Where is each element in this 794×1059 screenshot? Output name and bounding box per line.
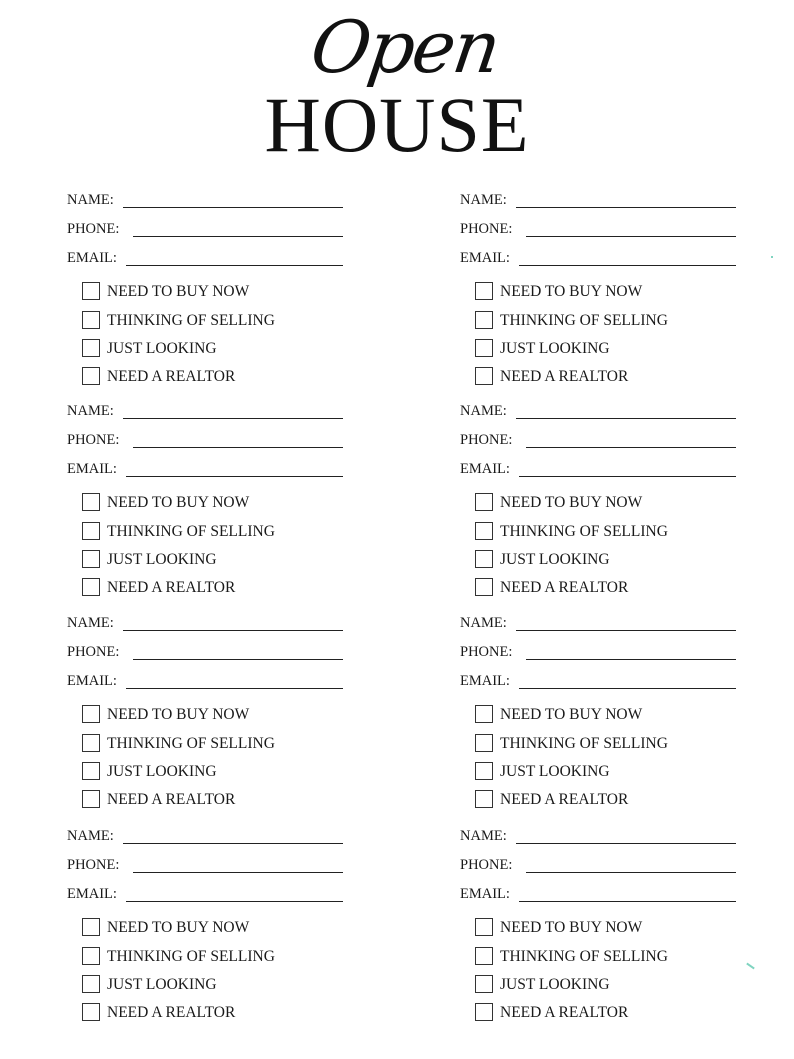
email-write-line[interactable]: [126, 476, 343, 477]
email-label: EMAIL:: [460, 250, 510, 266]
visitor-entry: [67, 190, 357, 390]
phone-label: PHONE:: [67, 857, 120, 873]
interest-option[interactable]: [82, 734, 342, 756]
interest-option-label: NEED A REALTOR: [107, 791, 236, 808]
checkbox[interactable]: [475, 705, 493, 723]
interest-option[interactable]: [475, 578, 735, 600]
phone-write-line[interactable]: [526, 872, 736, 873]
name-write-line[interactable]: [123, 843, 343, 844]
interest-option[interactable]: [475, 790, 735, 812]
phone-write-line[interactable]: [526, 659, 736, 660]
checkbox[interactable]: [475, 493, 493, 511]
checkbox[interactable]: [475, 734, 493, 752]
checkbox[interactable]: [82, 550, 100, 568]
interest-option-label: JUST LOOKING: [500, 551, 610, 568]
interest-option-label: THINKING OF SELLING: [107, 735, 275, 752]
email-write-line[interactable]: [519, 901, 736, 902]
interest-option[interactable]: [475, 975, 735, 997]
phone-label: PHONE:: [67, 432, 120, 448]
interest-option[interactable]: [82, 493, 342, 515]
interest-option[interactable]: [82, 705, 342, 727]
phone-label: PHONE:: [460, 221, 513, 237]
name-field[interactable]: [67, 401, 343, 421]
interest-option[interactable]: [82, 578, 342, 600]
page-header: [0, 0, 794, 175]
checkbox[interactable]: [82, 522, 100, 540]
interest-option[interactable]: [475, 734, 735, 756]
checkbox[interactable]: [475, 367, 493, 385]
email-label: EMAIL:: [460, 673, 510, 689]
interest-option[interactable]: [475, 522, 735, 544]
interest-option-label: JUST LOOKING: [107, 976, 217, 993]
interest-option-label: NEED TO BUY NOW: [500, 706, 643, 723]
interest-option[interactable]: [475, 1003, 735, 1025]
phone-label: PHONE:: [460, 432, 513, 448]
phone-write-line[interactable]: [133, 872, 343, 873]
name-write-line[interactable]: [516, 630, 736, 631]
interest-option[interactable]: [82, 282, 342, 304]
interest-option-label: THINKING OF SELLING: [107, 312, 275, 329]
checkbox[interactable]: [475, 1003, 493, 1021]
checkbox[interactable]: [82, 975, 100, 993]
interest-option-label: JUST LOOKING: [107, 551, 217, 568]
name-field[interactable]: [460, 826, 736, 846]
phone-field[interactable]: [460, 855, 736, 875]
email-field[interactable]: [460, 671, 736, 691]
header-script-word: Open: [306, 5, 504, 89]
visitor-entry: [67, 401, 357, 601]
checkbox[interactable]: [475, 311, 493, 329]
interest-option-label: THINKING OF SELLING: [500, 523, 668, 540]
email-write-line[interactable]: [126, 688, 343, 689]
decorative-speck: [771, 256, 773, 258]
interest-option[interactable]: [82, 790, 342, 812]
interest-option-label: NEED A REALTOR: [500, 1004, 629, 1021]
interest-option-label: JUST LOOKING: [500, 763, 610, 780]
name-field[interactable]: [67, 190, 343, 210]
interest-option[interactable]: [82, 339, 342, 361]
interest-option[interactable]: [82, 1003, 342, 1025]
email-write-line[interactable]: [519, 476, 736, 477]
interest-option-label: THINKING OF SELLING: [500, 735, 668, 752]
email-label: EMAIL:: [460, 461, 510, 477]
name-label: NAME:: [67, 403, 114, 419]
checkbox[interactable]: [82, 311, 100, 329]
name-field[interactable]: [460, 613, 736, 633]
interest-option-label: JUST LOOKING: [500, 976, 610, 993]
interest-option-label: JUST LOOKING: [500, 340, 610, 357]
interest-option[interactable]: [82, 975, 342, 997]
checkbox[interactable]: [82, 947, 100, 965]
phone-label: PHONE:: [67, 221, 120, 237]
checkbox[interactable]: [475, 550, 493, 568]
interest-option-label: NEED A REALTOR: [500, 791, 629, 808]
email-label: EMAIL:: [67, 461, 117, 477]
interest-option-label: THINKING OF SELLING: [107, 948, 275, 965]
name-write-line[interactable]: [516, 418, 736, 419]
visitor-entry: [460, 613, 750, 813]
interest-option[interactable]: [475, 918, 735, 940]
name-write-line[interactable]: [123, 207, 343, 208]
checkbox[interactable]: [82, 790, 100, 808]
name-write-line[interactable]: [516, 207, 736, 208]
phone-field[interactable]: [67, 642, 343, 662]
email-label: EMAIL:: [67, 673, 117, 689]
visitor-entry: [67, 613, 357, 813]
checkbox[interactable]: [82, 762, 100, 780]
name-label: NAME:: [460, 192, 507, 208]
email-label: EMAIL:: [67, 886, 117, 902]
email-field[interactable]: [460, 884, 736, 904]
checkbox[interactable]: [475, 790, 493, 808]
checkbox[interactable]: [475, 339, 493, 357]
phone-write-line[interactable]: [133, 236, 343, 237]
checkbox[interactable]: [475, 947, 493, 965]
checkbox[interactable]: [82, 734, 100, 752]
phone-write-line[interactable]: [526, 447, 736, 448]
email-label: EMAIL:: [67, 250, 117, 266]
interest-option-label: JUST LOOKING: [107, 340, 217, 357]
interest-option-label: NEED A REALTOR: [107, 579, 236, 596]
interest-option-label: THINKING OF SELLING: [107, 523, 275, 540]
visitor-entry: [460, 190, 750, 390]
email-write-line[interactable]: [519, 688, 736, 689]
email-write-line[interactable]: [519, 265, 736, 266]
email-field[interactable]: [67, 884, 343, 904]
name-label: NAME:: [67, 615, 114, 631]
email-field[interactable]: [460, 459, 736, 479]
interest-option[interactable]: [475, 311, 735, 333]
checkbox[interactable]: [82, 705, 100, 723]
name-write-line[interactable]: [123, 418, 343, 419]
checkbox[interactable]: [82, 578, 100, 596]
interest-option-label: NEED TO BUY NOW: [500, 494, 643, 511]
interest-option[interactable]: [82, 311, 342, 333]
interest-option-label: NEED TO BUY NOW: [500, 919, 643, 936]
name-label: NAME:: [460, 403, 507, 419]
name-label: NAME:: [67, 192, 114, 208]
checkbox[interactable]: [475, 975, 493, 993]
interest-option-label: NEED A REALTOR: [500, 368, 629, 385]
email-write-line[interactable]: [126, 265, 343, 266]
checkbox[interactable]: [475, 918, 493, 936]
interest-option-label: JUST LOOKING: [107, 763, 217, 780]
interest-option[interactable]: [82, 918, 342, 940]
name-label: NAME:: [460, 615, 507, 631]
phone-field[interactable]: [460, 219, 736, 239]
interest-option[interactable]: [82, 947, 342, 969]
checkbox[interactable]: [475, 282, 493, 300]
phone-field[interactable]: [67, 219, 343, 239]
interest-option[interactable]: [475, 367, 735, 389]
email-label: EMAIL:: [460, 886, 510, 902]
phone-write-line[interactable]: [133, 447, 343, 448]
checkbox[interactable]: [475, 522, 493, 540]
checkbox[interactable]: [475, 578, 493, 596]
interest-option[interactable]: [475, 550, 735, 572]
checkbox[interactable]: [82, 282, 100, 300]
checkbox[interactable]: [82, 1003, 100, 1021]
interest-option-label: NEED A REALTOR: [107, 368, 236, 385]
checkbox[interactable]: [475, 762, 493, 780]
name-write-line[interactable]: [516, 843, 736, 844]
checkbox[interactable]: [82, 339, 100, 357]
header-main-word: HOUSE: [264, 81, 530, 168]
checkbox[interactable]: [82, 918, 100, 936]
visitor-entry: [67, 826, 357, 1026]
interest-option[interactable]: [475, 762, 735, 784]
interest-option[interactable]: [475, 493, 735, 515]
visitor-entry: [460, 401, 750, 601]
name-field[interactable]: [460, 190, 736, 210]
interest-option[interactable]: [82, 367, 342, 389]
interest-option-label: NEED TO BUY NOW: [107, 283, 250, 300]
phone-label: PHONE:: [67, 644, 120, 660]
email-write-line[interactable]: [126, 901, 343, 902]
interest-option[interactable]: [475, 282, 735, 304]
interest-option[interactable]: [82, 550, 342, 572]
phone-field[interactable]: [460, 430, 736, 450]
email-field[interactable]: [460, 248, 736, 268]
phone-label: PHONE:: [460, 857, 513, 873]
phone-write-line[interactable]: [526, 236, 736, 237]
visitor-entry: [460, 826, 750, 1026]
email-field[interactable]: [67, 671, 343, 691]
name-label: NAME:: [460, 828, 507, 844]
name-field[interactable]: [67, 826, 343, 846]
name-field[interactable]: [460, 401, 736, 421]
phone-field[interactable]: [67, 430, 343, 450]
interest-option-label: NEED A REALTOR: [107, 1004, 236, 1021]
interest-option[interactable]: [475, 705, 735, 727]
interest-option[interactable]: [82, 762, 342, 784]
interest-option-label: THINKING OF SELLING: [500, 312, 668, 329]
interest-option-label: NEED TO BUY NOW: [107, 706, 250, 723]
interest-option[interactable]: [82, 522, 342, 544]
interest-option-label: THINKING OF SELLING: [500, 948, 668, 965]
phone-label: PHONE:: [460, 644, 513, 660]
name-write-line[interactable]: [123, 630, 343, 631]
email-field[interactable]: [67, 459, 343, 479]
phone-field[interactable]: [460, 642, 736, 662]
interest-option-label: NEED TO BUY NOW: [107, 494, 250, 511]
phone-field[interactable]: [67, 855, 343, 875]
checkbox[interactable]: [82, 367, 100, 385]
interest-option-label: NEED TO BUY NOW: [500, 283, 643, 300]
name-field[interactable]: [67, 613, 343, 633]
email-field[interactable]: [67, 248, 343, 268]
name-label: NAME:: [67, 828, 114, 844]
interest-option[interactable]: [475, 947, 735, 969]
interest-option-label: NEED A REALTOR: [500, 579, 629, 596]
interest-option[interactable]: [475, 339, 735, 361]
phone-write-line[interactable]: [133, 659, 343, 660]
interest-option-label: NEED TO BUY NOW: [107, 919, 250, 936]
checkbox[interactable]: [82, 493, 100, 511]
